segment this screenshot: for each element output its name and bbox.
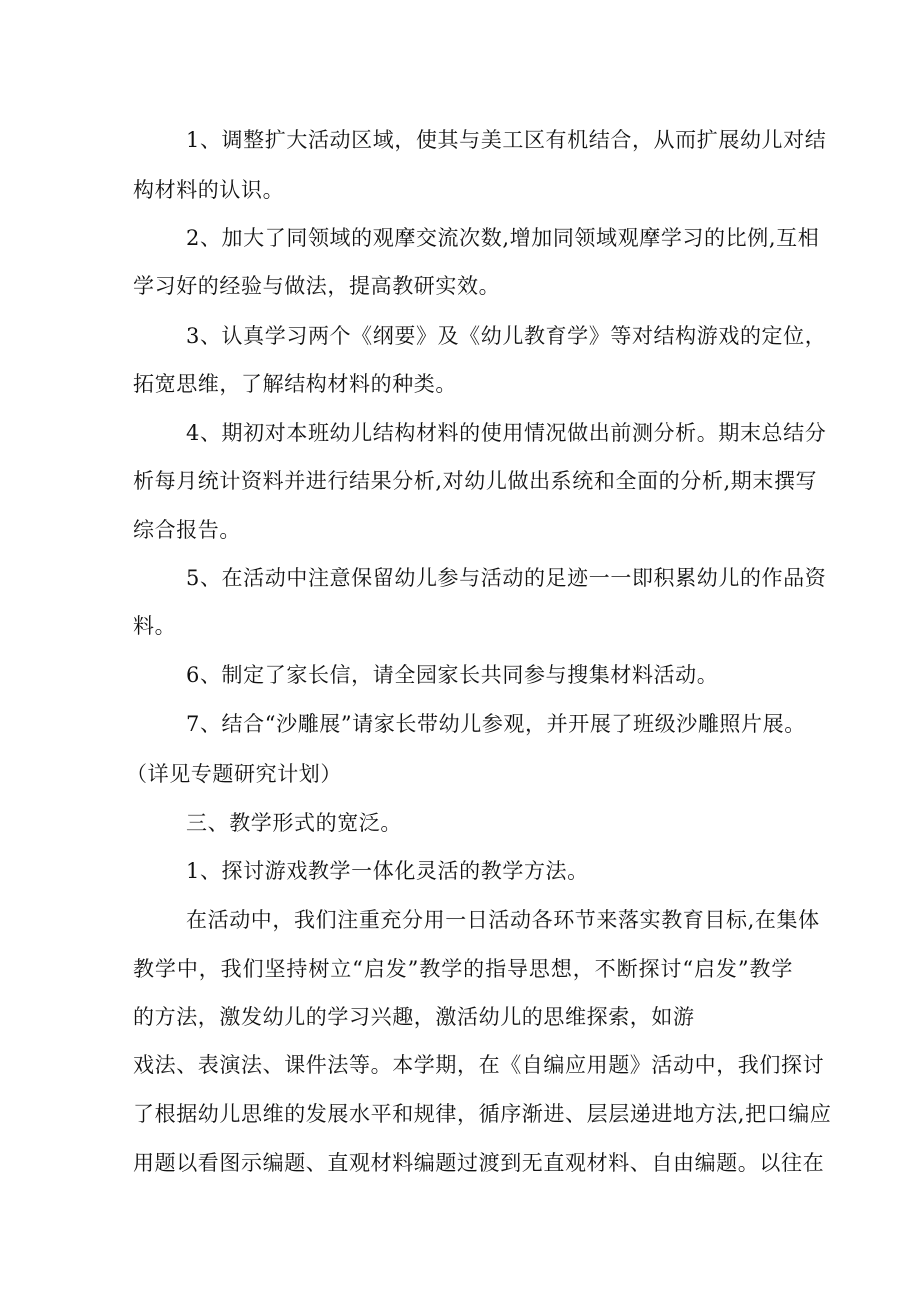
paragraph-line: 在活动中，我们注重充分用一日活动各环节来落实教育目标,在集体 (186, 908, 820, 932)
paragraph-line: 拓宽思维，了解结构材料的种类。 (133, 372, 457, 396)
paragraph-line: 5、在活动中注意保留幼儿参与活动的足迹一一即积累幼儿的作品资 (186, 566, 827, 590)
paragraph-line: 析每月统计资料并进行结果分析,对幼儿做出系统和全面的分析,期末撰写 (133, 469, 818, 493)
paragraph-line: 用题以看图示编题、直观材料编题过渡到无直观材料、自由编题。以往在 (133, 1151, 825, 1175)
paragraph-line: 构材料的认识。 (133, 178, 285, 202)
paragraph-line: 2、加大了同领域的观摩交流次数,增加同领域观摩学习的比例,互相 (186, 226, 820, 250)
paragraph-line: 综合报告。 (133, 518, 241, 542)
paragraph-line: 教学中，我们坚持树立“启发”教学的指导思想，不断探讨“启发”教学 (133, 957, 793, 981)
paragraph-line: 料。 (133, 614, 177, 638)
paragraph-line: 的方法，激发幼儿的学习兴趣，激活幼儿的思维探索，如游 (133, 1005, 695, 1029)
paragraph-line: 4、期初对本班幼儿结构材料的使用情况做出前测分析。期末总结分 (186, 421, 827, 445)
paragraph-line: 学习好的经验与做法，提高教研实效。 (133, 274, 501, 298)
paragraph-line: 戏法、表演法、课件法等。本学期，在《自编应用题》活动中，我们探讨 (133, 1053, 825, 1077)
paragraph-line: 6、制定了家长信，请全园家长共同参与搜集材料活动。 (186, 663, 719, 687)
paragraph-line: （详见专题研究计划） (126, 762, 342, 786)
paragraph-line: 了根据幼儿思维的发展水平和规律，循序渐进、层层递进地方法,把口编应 (133, 1102, 832, 1126)
paragraph-line: 1、调整扩大活动区域，使其与美工区有机结合，从而扩展幼儿对结 (186, 128, 827, 152)
section-heading: 三、教学形式的宽泛。 (186, 811, 402, 835)
subheading: 1、探讨游戏教学一体化灵活的教学方法。 (186, 859, 589, 883)
paragraph-line: 7、结合“沙雕展”请家长带幼儿参观，并开展了班级沙雕照片展。 (186, 712, 806, 736)
paragraph-line: 3、认真学习两个《纲要》及《幼儿教育学》等对结构游戏的定位， (186, 324, 827, 348)
